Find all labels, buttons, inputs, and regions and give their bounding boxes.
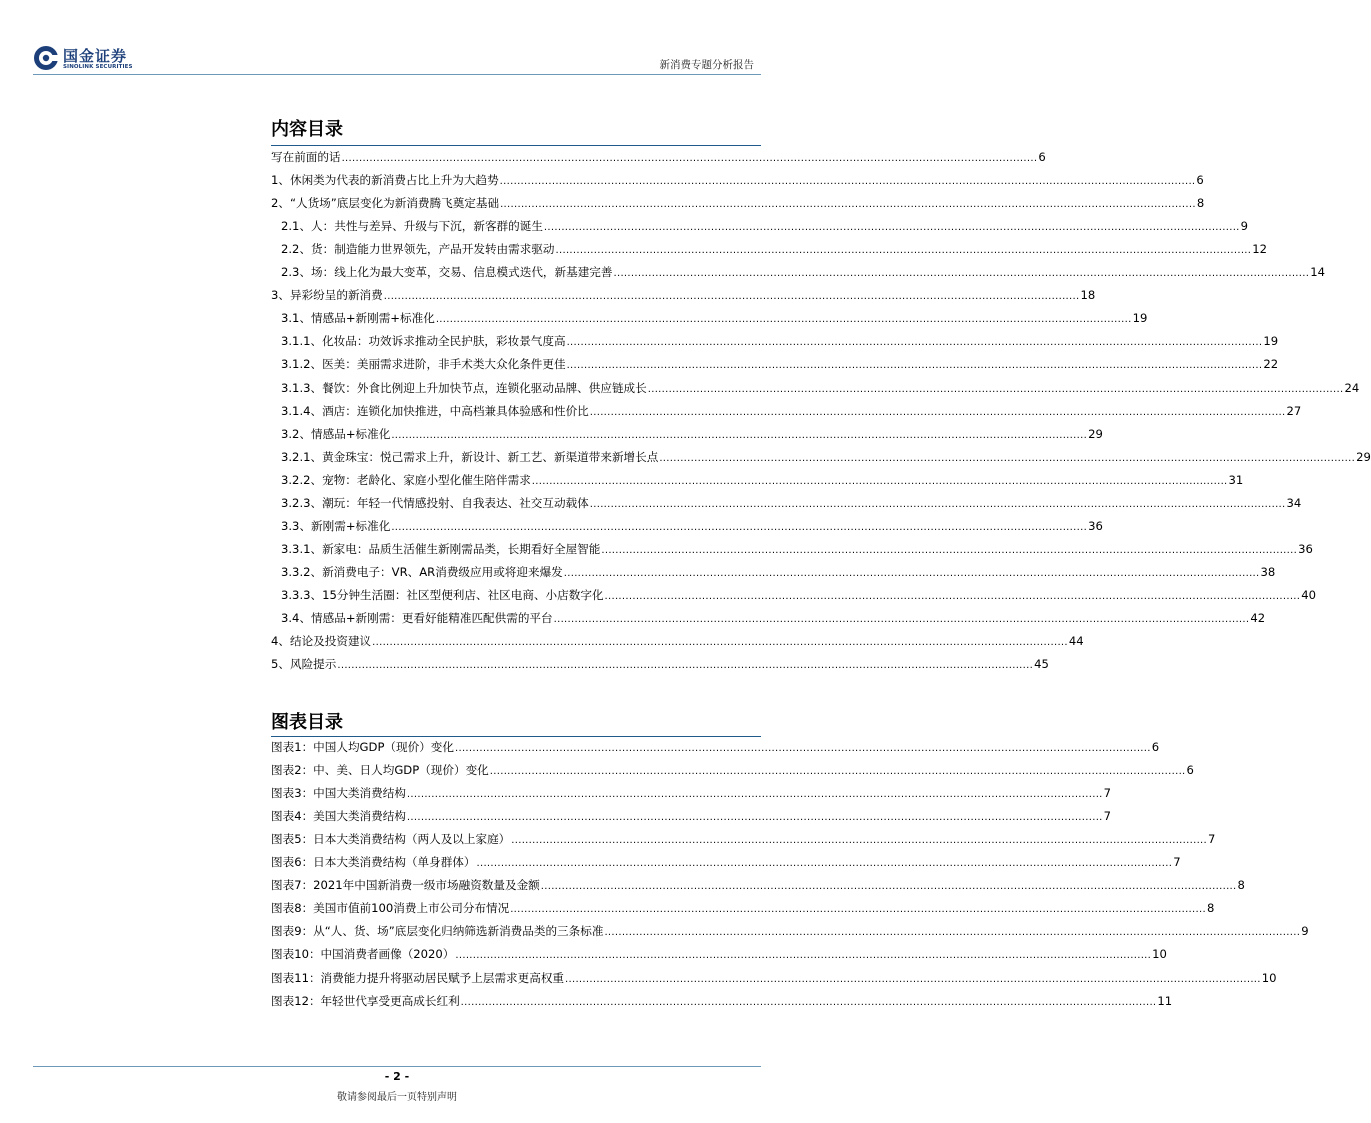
figure-entry[interactable] (271, 827, 1216, 847)
figure-entry-title: 图表1：中国人均GDP（现价）变化 (271, 740, 454, 754)
toc-entry-title: 3.2.1、黄金珠宝：悦己需求上升，新设计、新工艺、新渠道带来新增长点 (281, 449, 659, 464)
dot-leader: ........................................................................................................................................................................................................ (337, 660, 1034, 672)
toc-entry-title: 3.3.2、新消费电子：VR、AR消费级应用或将迎来爆发 (281, 564, 563, 579)
dot-leader: ........................................................................................................................................................................................................ (531, 475, 1228, 487)
toc-entry-page: 19 (1132, 311, 1148, 326)
toc-entry-page: 40 (1301, 587, 1317, 602)
dot-leader: ........................................................................................................................................................................................................ (489, 766, 1186, 778)
toc-entry-title: 3.1.2、医美：美丽需求进阶，非手术类大众化条件更佳 (281, 357, 566, 372)
logo-mark-icon (33, 45, 59, 71)
toc-entry[interactable] (271, 191, 1205, 211)
toc-entry[interactable] (281, 514, 1103, 534)
dot-leader: ........................................................................................................................................................................................................ (500, 199, 1196, 211)
toc-entry-title: 3.1.3、餐饮：外食比例迎上升加快节点，连锁化驱动品牌、供应链成长 (281, 380, 647, 395)
figure-entry-page: 9 (1301, 924, 1309, 939)
toc-entry-page: 6 (1196, 173, 1204, 188)
toc-entry-title: 3.2、情感品+标准化 (281, 426, 391, 441)
figure-entry-title: 图表10：中国消费者画像（2020） (271, 947, 455, 962)
dot-leader: ........................................................................................................................................................................................................ (476, 858, 1173, 870)
toc-entry-title: 3.4、情感品+新刚需：更看好能精准匹配供需的平台 (281, 611, 553, 625)
figure-entry[interactable] (271, 804, 1112, 824)
toc-entry-page: 18 (1080, 288, 1096, 303)
dot-leader: ........................................................................................................................................................................................................ (499, 176, 1196, 188)
dot-leader: ........................................................................................................................................................................................................ (511, 835, 1208, 847)
toc-entry[interactable] (271, 652, 1049, 672)
figure-entry-title: 图表6：日本大类消费结构（单身群体） (271, 855, 476, 870)
dot-leader: ........................................................................................................................................................................................................ (589, 498, 1286, 510)
figure-entry-page: 7 (1208, 832, 1216, 847)
toc-entry[interactable] (271, 283, 1096, 303)
dot-leader: ........................................................................................................................................................................................................ (566, 337, 1263, 349)
toc-entry-title: 3.3.1、新家电：品质生活催生新刚需品类，长期看好全屋智能 (281, 541, 601, 556)
figure-entry-title: 图表3：中国大类消费结构 (271, 786, 406, 801)
figure-entry-title: 图表11：消费能力提升将驱动居民赋予上层需求更高权重 (271, 970, 565, 985)
logo-chinese-name: 国金证券 (63, 47, 128, 65)
dot-leader: ........................................................................................................................................................................................................ (540, 881, 1237, 893)
toc-entry-page: 8 (1196, 196, 1205, 211)
dot-leader: ........................................................................................................................................................................................................ (543, 222, 1240, 234)
footer-divider (33, 1066, 761, 1067)
dot-leader: ........................................................................................................................................................................................................ (455, 950, 1152, 962)
figure-entry-page: 6 (1186, 763, 1194, 778)
toc-entry[interactable] (281, 237, 1268, 257)
toc-entry[interactable] (281, 537, 1313, 557)
figure-entry-page: 11 (1157, 993, 1173, 1008)
figure-entry[interactable] (271, 850, 1181, 870)
toc-entry-page: 12 (1252, 242, 1268, 257)
toc-entry-page: 9 (1240, 219, 1249, 234)
figure-entry[interactable] (271, 781, 1112, 801)
toc-entry-title: 3.1、情感品+新刚需+标准化 (281, 311, 435, 326)
figure-entry[interactable] (271, 758, 1194, 778)
toc-entry-page: 19 (1263, 334, 1279, 349)
toc-entry[interactable] (281, 306, 1148, 326)
toc-entry-page: 24 (1344, 380, 1360, 395)
toc-entry-title: 4、结论及投资建议 (271, 634, 372, 649)
toc-entry-title: 3、异彩纷呈的新消费 (271, 288, 383, 303)
toc-entry[interactable] (281, 491, 1302, 511)
dot-leader: ........................................................................................................................................................................................................ (383, 291, 1080, 303)
toc-entry[interactable] (281, 606, 1266, 626)
dot-leader: ........................................................................................................................................................................................................ (589, 406, 1286, 418)
dot-leader: ........................................................................................................................................................................................................ (460, 996, 1157, 1008)
toc-entry-page: 44 (1068, 634, 1084, 649)
figure-entry[interactable] (271, 735, 1160, 755)
header-divider (33, 74, 761, 75)
report-title: 新消费专题分析报告 (659, 59, 754, 71)
toc-entry[interactable] (271, 629, 1084, 649)
toc-entry-page: 27 (1286, 403, 1302, 418)
figure-entry-title: 图表4：美国大类消费结构 (271, 809, 406, 824)
toc-heading: 内容目录 (271, 119, 343, 140)
toc-entry[interactable] (281, 445, 1371, 465)
dot-leader: ........................................................................................................................................................................................................ (604, 590, 1301, 602)
toc-entry-title: 3.3、新刚需+标准化 (281, 518, 391, 533)
page-number: - 2 - (384, 1070, 410, 1083)
dot-leader: ........................................................................................................................................................................................................ (553, 614, 1250, 625)
toc-entry-title: 3.1.1、化妆品：功效诉求推动全民护肤，彩妆景气度高 (281, 334, 566, 349)
toc-entry[interactable] (281, 468, 1244, 488)
toc-entry[interactable] (281, 583, 1317, 603)
toc-entry[interactable] (271, 168, 1204, 188)
figure-entry-page: 10 (1261, 970, 1277, 985)
toc-entry-page: 29 (1088, 426, 1103, 441)
dot-leader: ........................................................................................................................................................................................................ (647, 383, 1344, 395)
figure-entry-title: 图表7：2021年中国新消费一级市场融资数量及金额 (271, 878, 540, 893)
toc-entry[interactable] (281, 376, 1360, 396)
dot-leader: ........................................................................................................................................................................................................ (563, 567, 1260, 579)
dot-leader: ........................................................................................................................................................................................................ (406, 789, 1103, 801)
toc-entry-page: 31 (1228, 472, 1244, 487)
dot-leader: ........................................................................................................................................................................................................ (565, 973, 1261, 985)
toc-entry-title: 写在前面的话 (271, 150, 341, 164)
toc-entry-title: 5、风险提示 (271, 657, 337, 672)
toc-entry-page: 38 (1260, 564, 1276, 579)
figure-entry[interactable] (271, 896, 1215, 916)
toc-entry[interactable] (281, 329, 1279, 349)
toc-entry-page: 36 (1088, 518, 1103, 533)
dot-leader: ........................................................................................................................................................................................................ (435, 314, 1132, 326)
dot-leader: ........................................................................................................................................................................................................ (659, 452, 1356, 464)
toc-entry-title: 2.1、人：共性与差异、升级与下沉，新客群的诞生 (281, 219, 543, 234)
figure-entry[interactable] (271, 989, 1173, 1009)
toc-entry-page: 6 (1038, 150, 1046, 164)
dot-leader: ........................................................................................................................................................................................................ (604, 927, 1301, 939)
dot-leader: ........................................................................................................................................................................................................ (391, 521, 1088, 533)
figure-entry-page: 10 (1152, 947, 1167, 962)
toc-entry-title: 2.3、场：线上化为最大变革，交易、信息模式迭代，新基建完善 (281, 265, 613, 280)
toc-entry[interactable] (281, 422, 1103, 442)
toc-entry[interactable] (281, 560, 1276, 580)
dot-leader: ........................................................................................................................................................................................................ (372, 637, 1068, 649)
figure-entry[interactable] (271, 873, 1245, 893)
toc-entry-page: 34 (1286, 495, 1302, 510)
figure-entry[interactable] (271, 942, 1167, 962)
figure-entry-page: 8 (1206, 901, 1215, 916)
figure-entry-page: 6 (1151, 740, 1160, 754)
toc-entry-page: 14 (1310, 265, 1325, 280)
dot-leader: ........................................................................................................................................................................................................ (510, 904, 1206, 916)
toc-entry[interactable] (281, 352, 1279, 372)
dot-leader: ........................................................................................................................................................................................................ (341, 153, 1038, 164)
figure-entry-title: 图表8：美国市值前100消费上市公司分布情况 (271, 901, 510, 916)
figure-entry-title: 图表5：日本大类消费结构（两人及以上家庭） (271, 832, 511, 847)
toc-entry[interactable] (271, 145, 1046, 165)
footer-disclaimer: 敬请参阅最后一页特别声明 (337, 1092, 457, 1103)
figure-entry-title: 图表9：从“人、货、场”底层变化归纳筛选新消费品类的三条标准 (271, 924, 604, 939)
toc-entry[interactable] (281, 260, 1325, 280)
toc-entry-page: 29 (1356, 449, 1371, 464)
figure-entry-page: 7 (1173, 855, 1181, 870)
dot-leader: ........................................................................................................................................................................................................ (455, 743, 1151, 754)
toc-entry-page: 22 (1263, 357, 1279, 372)
figure-entry[interactable] (271, 919, 1309, 939)
toc-entry-page: 45 (1034, 657, 1049, 672)
toc-entry-page: 36 (1298, 541, 1313, 556)
figure-entry-title: 图表12：年轻世代享受更高成长红利 (271, 993, 460, 1008)
logo-english-name: SINOLINK SECURITIES (63, 64, 133, 70)
dot-leader: ........................................................................................................................................................................................................ (406, 812, 1103, 824)
toc-entry-title: 3.3.3、15分钟生活圈：社区型便利店、社区电商、小店数字化 (281, 587, 604, 602)
dot-leader: ........................................................................................................................................................................................................ (566, 360, 1263, 372)
figure-entry[interactable] (271, 966, 1277, 986)
dot-leader: ........................................................................................................................................................................................................ (613, 268, 1310, 280)
figures-heading: 图表目录 (271, 712, 343, 733)
figure-entry-page: 8 (1237, 878, 1245, 893)
figure-entry-title: 图表2：中、美、日人均GDP（现价）变化 (271, 763, 489, 778)
dot-leader: ........................................................................................................................................................................................................ (555, 245, 1252, 257)
toc-entry-title: 1、休闲类为代表的新消费占比上升为大趋势 (271, 173, 499, 188)
toc-entry[interactable] (281, 399, 1302, 419)
figure-entry-page: 7 (1103, 786, 1112, 801)
toc-entry-title: 2、“人货场”底层变化为新消费腾飞奠定基础 (271, 196, 500, 211)
figure-entry-page: 7 (1103, 809, 1112, 824)
toc-entry[interactable] (281, 214, 1249, 234)
dot-leader: ........................................................................................................................................................................................................ (391, 429, 1088, 441)
dot-leader: ........................................................................................................................................................................................................ (601, 544, 1298, 556)
company-logo (33, 45, 163, 75)
page-header (0, 0, 794, 80)
toc-entry-title: 3.2.3、潮玩：年轻一代情感投射、自我表达、社交互动载体 (281, 495, 589, 510)
toc-entry-title: 3.2.2、宠物：老龄化、家庭小型化催生陪伴需求 (281, 472, 531, 487)
toc-entry-title: 3.1.4、酒店：连锁化加快推进，中高档兼具体验感和性价比 (281, 403, 589, 418)
toc-entry-page: 42 (1250, 611, 1266, 625)
toc-entry-title: 2.2、货：制造能力世界领先，产品开发转由需求驱动 (281, 242, 555, 257)
